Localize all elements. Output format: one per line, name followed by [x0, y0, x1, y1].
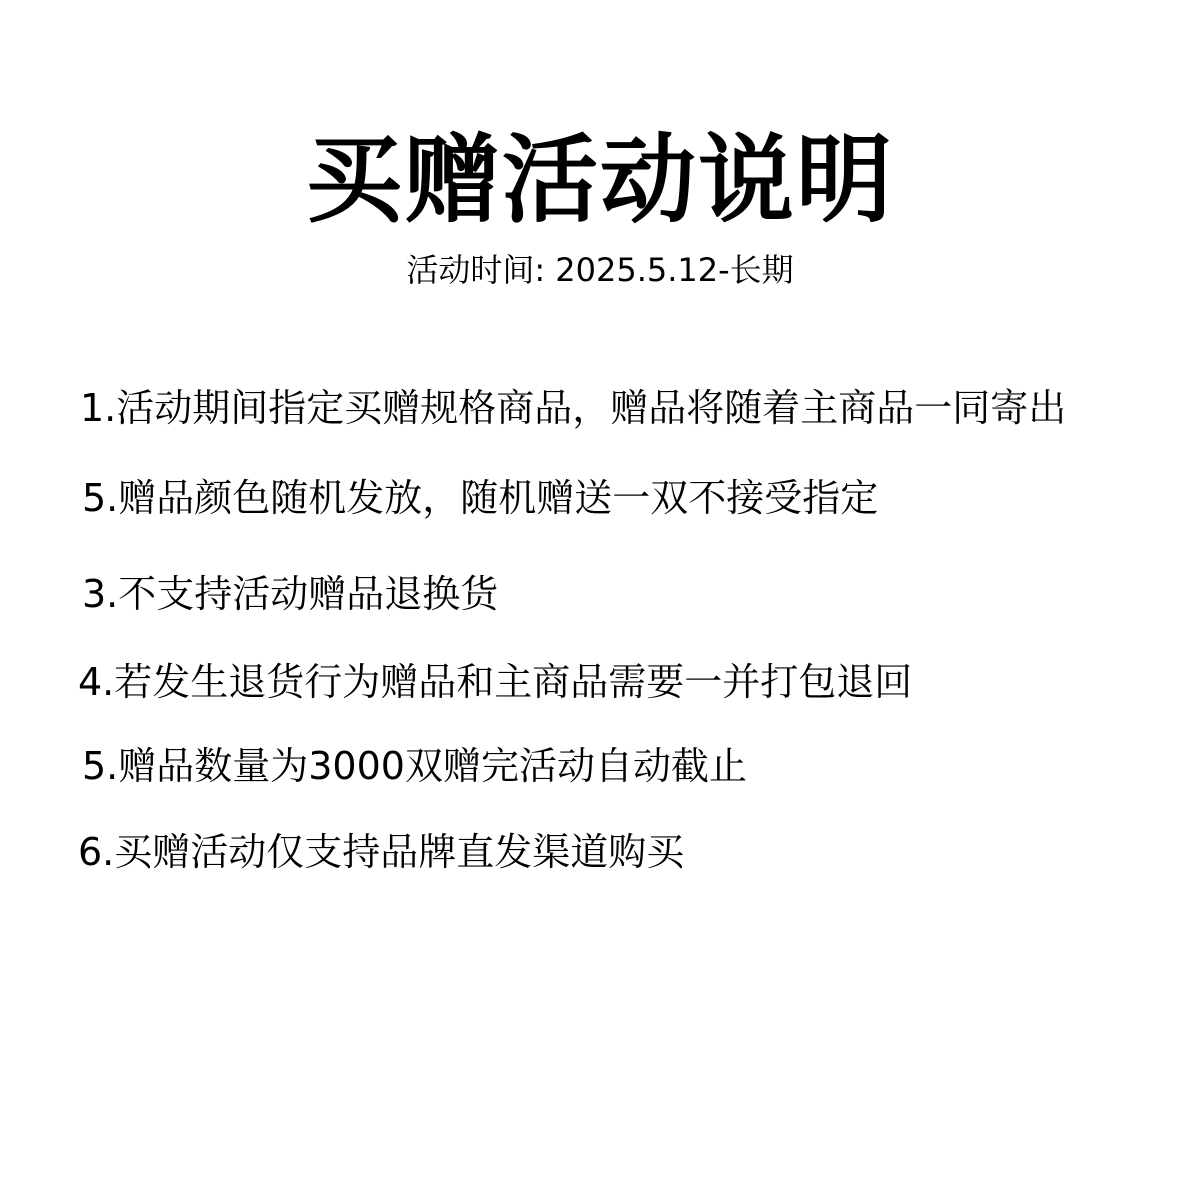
- rule-item-6: 6.买赠活动仅支持品牌直发渠道购买: [78, 830, 685, 874]
- rule-item-4: 4.若发生退货行为赠品和主商品需要一并打包退回: [78, 660, 913, 704]
- rule-item-3: 3.不支持活动赠品退换货: [82, 572, 499, 616]
- rule-item-2: 5.赠品颜色随机发放，随机赠送一双不接受指定: [82, 476, 879, 520]
- activity-time: 活动时间: 2025.5.12-长期: [406, 251, 794, 289]
- page-title: 买赠活动说明: [306, 124, 894, 236]
- rule-item-5: 5.赠品数量为3000双赠完活动自动截止: [82, 744, 747, 788]
- rule-item-1: 1.活动期间指定买赠规格商品，赠品将随着主商品一同寄出: [80, 386, 1067, 430]
